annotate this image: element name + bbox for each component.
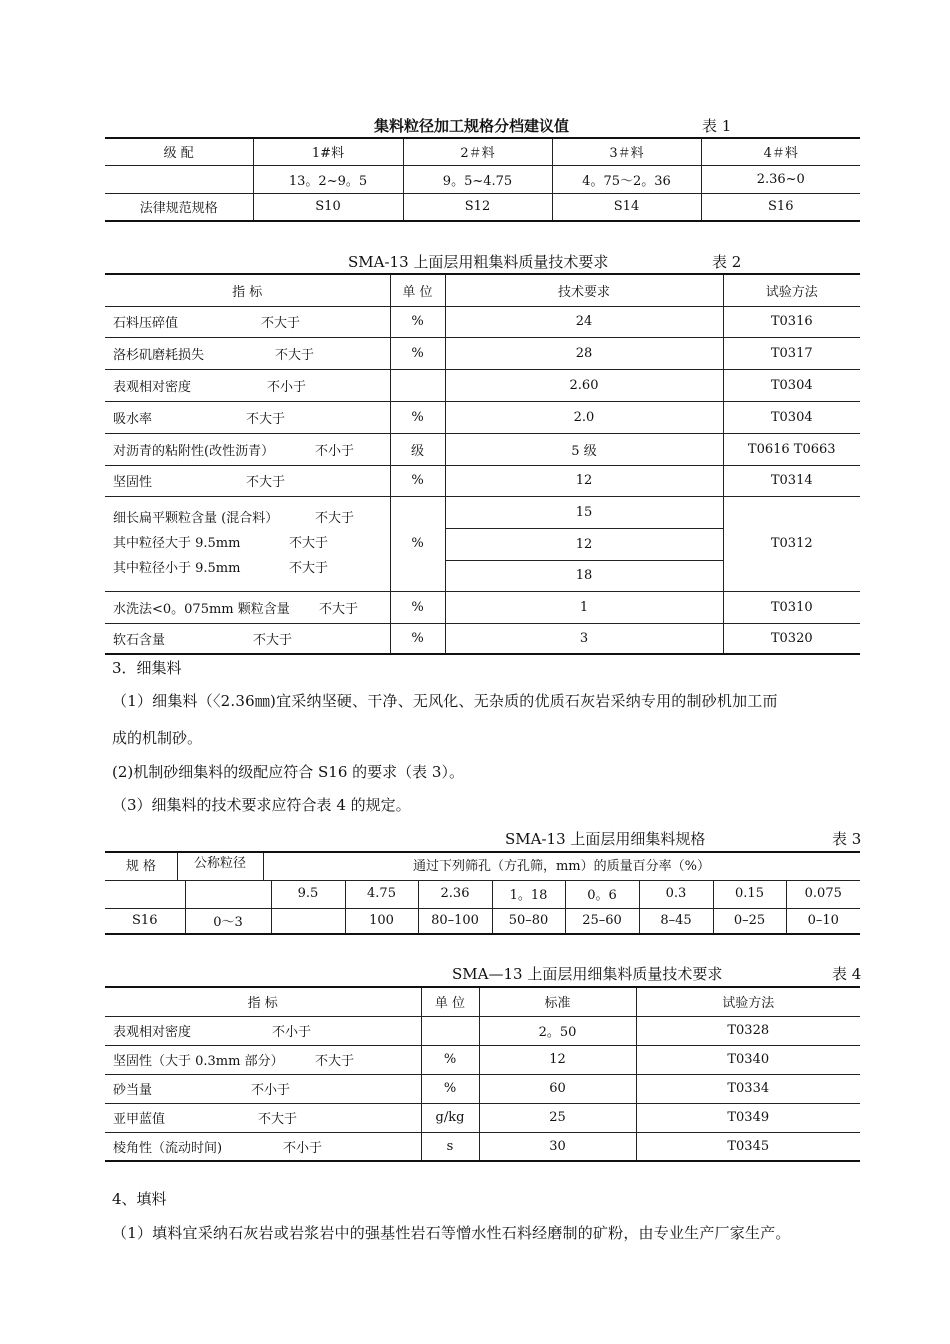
requirement-cell: 2.60: [445, 369, 723, 401]
sieve-size: 4.75: [345, 880, 418, 908]
index-cell: 洛杉矶磨耗损失 不大于: [105, 337, 390, 369]
table2-title: SMA-13 上面层用粗集料质量技术要求: [348, 253, 609, 271]
table3-label: 表 3: [832, 830, 862, 848]
index-cell: 表观相对密度 不小于: [105, 1016, 421, 1045]
method-cell: T0316: [723, 306, 860, 337]
table1-header: 3＃料: [552, 138, 701, 165]
standard-cell: 2。50: [479, 1016, 636, 1045]
table-cell: 13。2~9。5: [253, 165, 403, 193]
table3-sieve-row: [105, 880, 860, 908]
table-cell: 25–60: [565, 908, 639, 934]
table-row: [105, 401, 860, 433]
requirement-cell: 15: [445, 496, 723, 528]
unit-cell: %: [390, 306, 445, 337]
table-cell: 80–100: [418, 908, 492, 934]
table1-header: 4＃料: [701, 138, 860, 165]
table-cell: S16: [105, 908, 185, 934]
table-row: [105, 433, 860, 465]
table-cell: 9。5~4.75: [403, 165, 552, 193]
method-cell: T0616 T0663: [723, 433, 860, 465]
section4-heading: 4、填料: [112, 1190, 167, 1208]
table1: [105, 137, 860, 222]
requirement-cell: 12: [445, 528, 723, 560]
method-cell: T0310: [723, 591, 860, 623]
unit-cell: s: [421, 1132, 479, 1161]
unit-cell: %: [390, 591, 445, 623]
index-cell: 石料压碎值 不大于: [105, 306, 390, 337]
section3-paragraph-1a: （1）细集料（〈2.36㎜)宜采纳坚硬、干净、无风化、无杂质的优质石灰岩采纳专用的制砂机加工而: [112, 692, 778, 710]
unit-cell: [390, 369, 445, 401]
method-cell: T0349: [636, 1103, 860, 1132]
requirement-cell: 24: [445, 306, 723, 337]
table-row: [105, 1045, 860, 1074]
section3-paragraph-1b: 成的机制砂。: [112, 729, 203, 747]
table4-header-row: [105, 987, 860, 1016]
table-cell: 0–25: [713, 908, 786, 934]
table-row: [105, 1132, 860, 1161]
sieve-size: 2.36: [418, 880, 492, 908]
table-cell: 0–10: [786, 908, 860, 934]
method-cell: T0328: [636, 1016, 860, 1045]
standard-cell: 30: [479, 1132, 636, 1161]
unit-cell: %: [390, 465, 445, 496]
index-cell: 表观相对密度 不小于: [105, 369, 390, 401]
table-cell: 2.36~0: [701, 165, 860, 193]
table-cell: 4。75～2。36: [552, 165, 701, 193]
table-cell: [271, 908, 345, 934]
method-cell: T0320: [723, 623, 860, 654]
table-row-flaky: [105, 496, 860, 528]
table2-header: 指 标: [105, 274, 390, 306]
standard-cell: 60: [479, 1074, 636, 1103]
requirement-cell: 28: [445, 337, 723, 369]
requirement-cell: 18: [445, 560, 723, 591]
requirement-cell: 2.0: [445, 401, 723, 433]
table1-title: 集料粒径加工规格分档建议值: [374, 117, 570, 135]
index-cell: 水洗法<0。075mm 颗粒含量 不大于: [105, 591, 390, 623]
method-cell: T0340: [636, 1045, 860, 1074]
table-cell: S14: [552, 193, 701, 221]
table-cell: 50–80: [492, 908, 565, 934]
requirement-cell: 1: [445, 591, 723, 623]
table2-header: 技术要求: [445, 274, 723, 306]
standard-cell: 12: [479, 1045, 636, 1074]
requirement-cell: 5 级: [445, 433, 723, 465]
unit-cell: %: [421, 1074, 479, 1103]
table-cell: S10: [253, 193, 403, 221]
requirement-cell: 12: [445, 465, 723, 496]
table2: [105, 273, 860, 655]
table3-header-row: [105, 853, 860, 881]
index-cell: 棱角性（流动时间) 不小于: [105, 1132, 421, 1161]
table4-label: 表 4: [832, 965, 862, 983]
table-cell: S12: [403, 193, 552, 221]
standard-cell: 25: [479, 1103, 636, 1132]
unit-cell: %: [390, 337, 445, 369]
unit-cell: g/kg: [421, 1103, 479, 1132]
flaky-index-cell: 细长扁平颗粒含量 (混合料） 不大于 其中粒径大于 9.5mm 不大于 其中粒径小于 9.5mm 不大于: [105, 496, 390, 591]
sieve-size: 0.15: [713, 880, 786, 908]
table4: [105, 986, 860, 1162]
table-row: [105, 1103, 860, 1132]
table1-header: 级 配: [105, 138, 253, 165]
section4-paragraph-1: （1）填料宜采纳石灰岩或岩浆岩中的强基性岩石等憎水性石料经磨制的矿粉，由专业生产厂家生产。: [112, 1224, 791, 1242]
table-row: [105, 908, 860, 934]
sieve-size: 0.3: [639, 880, 713, 908]
sieve-size: 0.075: [786, 880, 860, 908]
index-cell: 坚固性（大于 0.3mm 部分） 不大于: [105, 1045, 421, 1074]
table3-header-spec: 规 格: [105, 853, 178, 880]
table-row: [105, 165, 860, 193]
method-cell: T0345: [636, 1132, 860, 1161]
table2-header: 试验方法: [723, 274, 860, 306]
table-cell: S16: [701, 193, 860, 221]
table3-header-size: 公称粒径: [177, 853, 264, 880]
table3-title: SMA-13 上面层用细集料规格: [505, 830, 706, 848]
table-cell: 8–45: [639, 908, 713, 934]
table-row: [105, 193, 860, 221]
table-row: [105, 623, 860, 654]
index-cell: 吸水率 不大于: [105, 401, 390, 433]
unit-cell: 级: [390, 433, 445, 465]
section3-paragraph-3: （3）细集料的技术要求应符合表 4 的规定。: [112, 796, 411, 814]
table2-header: 单 位: [390, 274, 445, 306]
method-cell: T0317: [723, 337, 860, 369]
unit-cell: %: [421, 1045, 479, 1074]
table2-header-row: [105, 274, 860, 306]
table-row: [105, 465, 860, 496]
index-cell: 亚甲蓝值 不大于: [105, 1103, 421, 1132]
table2-label: 表 2: [712, 253, 742, 271]
table-row: [105, 591, 860, 623]
table-cell: [105, 165, 253, 193]
index-cell: 对沥青的粘附性(改性沥青） 不小于: [105, 433, 390, 465]
table-cell: [105, 880, 185, 908]
sieve-size: 1。18: [492, 880, 565, 908]
table-row: [105, 337, 860, 369]
section3-heading: 3．细集料: [112, 659, 182, 677]
table-cell: [185, 880, 271, 908]
requirement-cell: 3: [445, 623, 723, 654]
method-cell: T0334: [636, 1074, 860, 1103]
table-row: [105, 1016, 860, 1045]
table1-header: 2＃料: [403, 138, 552, 165]
section3-paragraph-2: (2)机制砂细集料的级配应符合 S16 的要求（表 3）。: [112, 763, 464, 781]
table-row: [105, 369, 860, 401]
unit-cell: %: [390, 623, 445, 654]
method-cell: T0304: [723, 369, 860, 401]
table3-header-passing: 通过下列筛孔（方孔筛，mm）的质量百分率（%）: [412, 859, 710, 874]
table4-header: 单 位: [421, 987, 479, 1016]
table-row: [105, 306, 860, 337]
table1-header: 1#料: [253, 138, 403, 165]
index-cell: 坚固性 不大于: [105, 465, 390, 496]
sieve-size: 9.5: [271, 880, 345, 908]
index-cell: 砂当量 不小于: [105, 1074, 421, 1103]
table4-header: 标准: [479, 987, 636, 1016]
table-cell: 0～3: [185, 908, 271, 934]
unit-cell: %: [390, 401, 445, 433]
sieve-size: 0。6: [565, 880, 639, 908]
table-cell: 100: [345, 908, 418, 934]
table4-title: SMA—13 上面层用细集料质量技术要求: [452, 965, 723, 983]
method-cell: T0312: [723, 496, 860, 591]
table4-header: 试验方法: [636, 987, 860, 1016]
table1-header-row: [105, 138, 860, 165]
index-cell: 软石含量 不大于: [105, 623, 390, 654]
method-cell: T0314: [723, 465, 860, 496]
unit-cell: [421, 1016, 479, 1045]
table1-label: 表 1: [702, 117, 732, 135]
table3: [105, 880, 860, 935]
method-cell: T0304: [723, 401, 860, 433]
unit-cell: %: [390, 496, 445, 591]
table4-header: 指 标: [105, 987, 421, 1016]
table-cell: 法律规范规格: [105, 193, 253, 221]
table-row: [105, 1074, 860, 1103]
